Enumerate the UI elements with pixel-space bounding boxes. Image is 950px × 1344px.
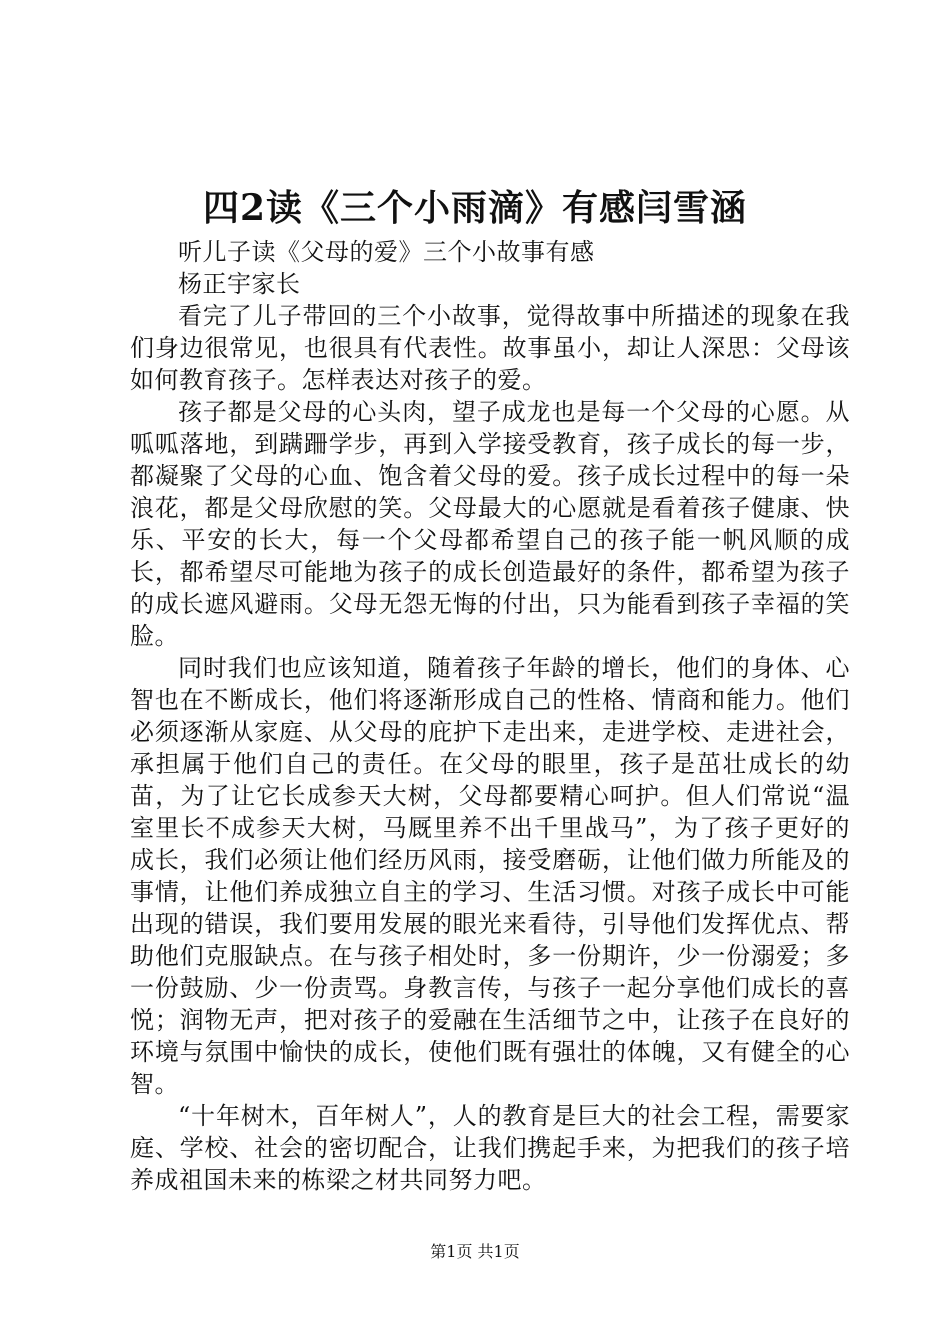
document-body — [130, 236, 850, 1196]
document-title: 四2读《三个小雨滴》有感闫雪涵 — [202, 187, 748, 229]
page-number-footer: 第1页 共1页 — [430, 1242, 520, 1261]
paragraph-2: 孩子都是父母的心头肉，望子成龙也是每一个父母的心愿。从呱呱落地，到蹒跚学步，再到入学接受教育，孩子成长的每一步，都凝聚了父母的心血、饱含着父母的爱。孩子成长过程中的每一朵浪花，都是父母欣慰的笑。父母最大的心愿就是看着孩子健康、快乐、平安的长大，每一个父母都希望自己的孩子能一帆风顺的成长，都希望尽可能地为孩子的成长创造最好的条件，都希望为孩子的成长遮风避雨。父母无怨无悔的付出，只为能看到孩子幸福的笑脸。 — [130, 398, 850, 650]
paragraph-3: 同时我们也应该知道，随着孩子年龄的增长，他们的身体、心智也在不断成长，他们将逐渐形成自己的性格、情商和能力。他们必须逐渐从家庭、从父母的庇护下走出来，走进学校、走进社会，承担属于他们自己的责任。在父母的眼里，孩子是茁壮成长的幼苗，为了让它长成参天大树，父母都要精心呵护。但人们常说“温室里长不成参天大树，马厩里养不出千里战马”，为了孩子更好的成长，我们必须让他们经历风雨，接受磨砺，让他们做力所能及的事情，让他们养成独立自主的学习、生活习惯。对孩子成长中可能出现的错误，我们要用发展的眼光来看待，引导他们发挥优点、帮助他们克服缺点。在与孩子相处时，多一份期许，少一份溺爱；多一份鼓励、少一份责骂。身教言传，与孩子一起分享他们成长的喜悦；润物无声，把对孩子的爱融在生活细节之中，让孩子在良好的环境与氛围中愉快的成长，使他们既有强壮的体魄，又有健全的心智。 — [130, 654, 850, 1098]
paragraph-4: “十年树木，百年树人”，人的教育是巨大的社会工程，需要家庭、学校、社会的密切配合，让我们携起手来，为把我们的孩子培养成祖国未来的栋梁之材共同努力吧。 — [130, 1102, 850, 1194]
paragraph-1: 看完了儿子带回的三个小故事，觉得故事中所描述的现象在我们身边很常见，也很具有代表性。故事虽小，却让人深思：父母该如何教育孩子。怎样表达对孩子的爱。 — [130, 302, 850, 394]
document-subtitle: 听儿子读《父母的爱》三个小故事有感 — [178, 238, 595, 266]
document-author: 杨正宇家长 — [178, 270, 301, 298]
